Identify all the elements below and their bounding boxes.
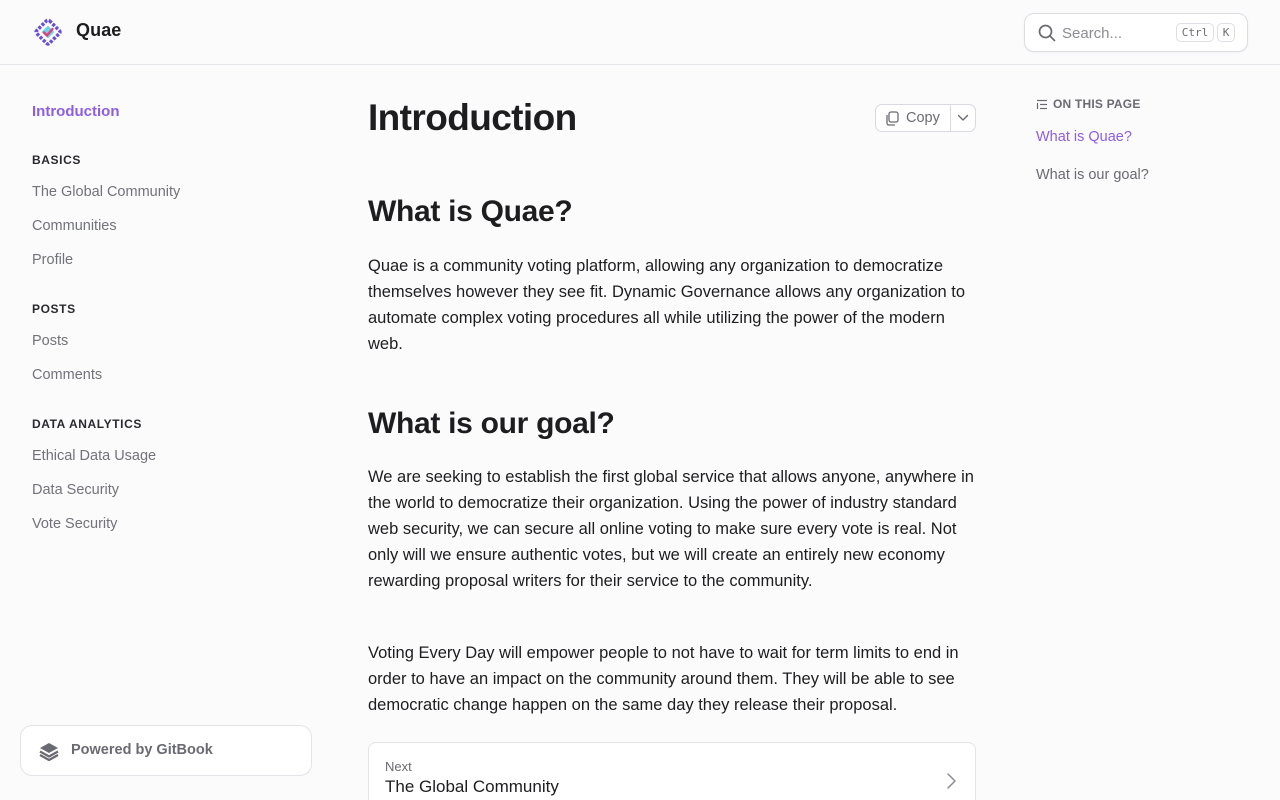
next-page-title: The Global Community [385,777,559,796]
search-icon [1037,23,1057,43]
powered-by-gitbook-link[interactable] [20,725,312,776]
shortcut-key-k: K [1217,23,1235,42]
list-icon [1036,99,1048,110]
sidebar-item-profile[interactable]: Profile [32,252,74,268]
toc-header [1036,97,1141,111]
toc-item-what-is-quae[interactable]: What is Quae? [1036,129,1132,145]
sidebar-item-data-security[interactable]: Data Security [32,482,120,498]
copy-options-dropdown[interactable] [951,105,975,131]
next-label: Next [385,759,412,774]
sidebar-item-the-global-community[interactable]: The Global Community [32,184,181,200]
section-paragraph: Quae is a community voting platform, allowing any organization to democratize themselves however they see fit. Dynamic Governance allows any organization to automate complex voting procedures all while utilizing the power of the modern web. [368,257,966,353]
sidebar-item-introduction[interactable]: Introduction [32,103,120,120]
copy-icon [885,111,899,126]
shortcut-key-ctrl: Ctrl [1176,23,1214,42]
copy-button-group [875,104,976,132]
page-title: Introduction [368,97,577,138]
section-paragraph: We are seeking to establish the first global service that allows anyone, anywhere in the world to democratize their organization. Using the power of industry standard web security, we can secure all online voting to make sure every vote is real. Not only will we ensure authentic votes, but we will create an entirely new economy rewarding proposal writers for their service to the community. [368,468,974,590]
sidebar-item-comments[interactable]: Comments [32,367,103,383]
gitbook-icon [38,741,60,761]
toc-item-what-is-our-goal[interactable]: What is our goal? [1036,167,1149,183]
section-heading-what-is-our-goal: What is our goal? [368,407,615,440]
sidebar-item-posts[interactable]: Posts [32,333,69,349]
chevron-right-icon [945,771,959,791]
brand-name[interactable]: Quae [76,20,122,40]
next-page-link[interactable] [368,742,976,800]
top-header [0,0,1280,65]
quae-logo-icon[interactable] [34,18,62,46]
sidebar-section-basics: BASICS [32,153,81,167]
powered-by-label: Powered by GitBook [71,742,213,758]
sidebar-item-communities[interactable]: Communities [32,218,117,234]
search-placeholder: Search... [1062,25,1123,42]
copy-label: Copy [906,110,940,126]
sidebar-item-vote-security[interactable]: Vote Security [32,516,118,532]
search-input[interactable] [1024,13,1248,52]
section-paragraph: Voting Every Day will empower people to not have to wait for term limits to end in order to have an impact on the community around them. They will be able to see democratic change happen on the same day they release their proposal. [368,644,959,714]
sidebar-nav [0,65,330,800]
section-heading-what-is-quae: What is Quae? [368,195,573,228]
toc-header-label: ON THIS PAGE [1053,97,1141,111]
sidebar-section-posts: POSTS [32,302,76,316]
chevron-down-icon [957,113,969,123]
sidebar-section-data-analytics: DATA ANALYTICS [32,417,142,431]
sidebar-item-ethical-data-usage[interactable]: Ethical Data Usage [32,448,157,464]
copy-button[interactable] [876,105,951,131]
